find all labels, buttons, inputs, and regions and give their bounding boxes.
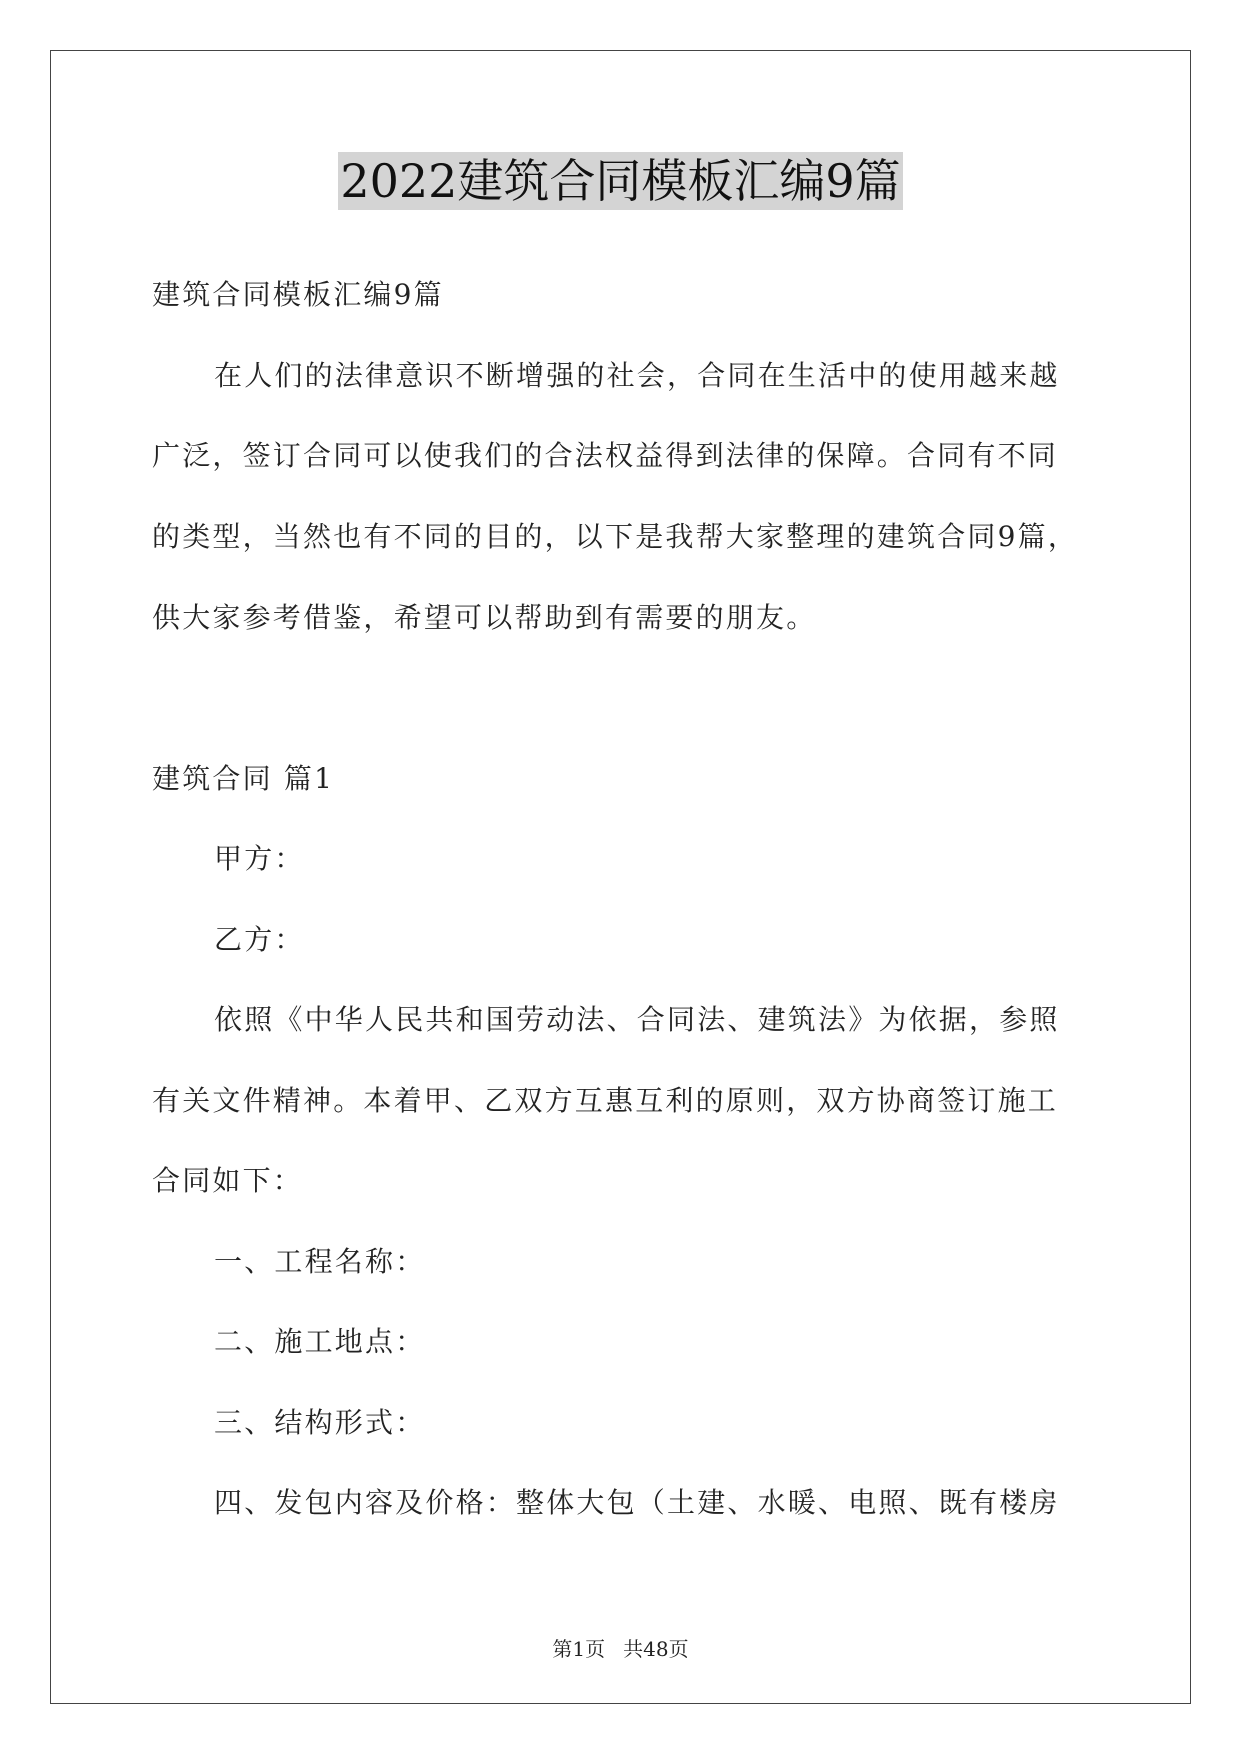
clause-item-2: 二、施工地点： <box>214 1325 426 1358</box>
intro-line-1: 在人们的法律意识不断增强的社会，合同在生活中的使用越来越 <box>214 359 1060 392</box>
page-footer <box>0 1633 1241 1662</box>
clause-item-3: 三、结构形式： <box>214 1406 426 1439</box>
page-number: 第1页 <box>552 1637 606 1661</box>
page-total: 共48页 <box>623 1637 689 1661</box>
clause-item-1: 一、工程名称： <box>214 1245 426 1278</box>
basis-line-1: 依照《中华人民共和国劳动法、合同法、建筑法》为依据，参照 <box>214 1003 1060 1036</box>
clause-item-4: 四、发包内容及价格：整体大包（土建、水暖、电照、既有楼房 <box>214 1486 1060 1519</box>
basis-line-3: 合同如下： <box>152 1164 304 1197</box>
section-heading: 建筑合同 篇1 <box>152 762 335 795</box>
document-subtitle: 建筑合同模板汇编9篇 <box>152 278 444 311</box>
document-title-text: 2022建筑合同模板汇编9篇 <box>340 154 901 208</box>
party-a-label: 甲方： <box>214 842 305 875</box>
intro-line-4: 供大家参考借鉴，希望可以帮助到有需要的朋友。 <box>152 601 817 634</box>
intro-line-2: 广泛，签订合同可以使我们的合法权益得到法律的保障。合同有不同 <box>152 439 1059 472</box>
basis-line-2: 有关文件精神。本着甲、乙双方互惠互利的原则，双方协商签订施工 <box>152 1084 1059 1117</box>
document-title <box>0 148 1241 214</box>
party-b-label: 乙方： <box>214 923 305 956</box>
intro-line-3: 的类型，当然也有不同的目的，以下是我帮大家整理的建筑合同9篇， <box>152 520 1079 553</box>
